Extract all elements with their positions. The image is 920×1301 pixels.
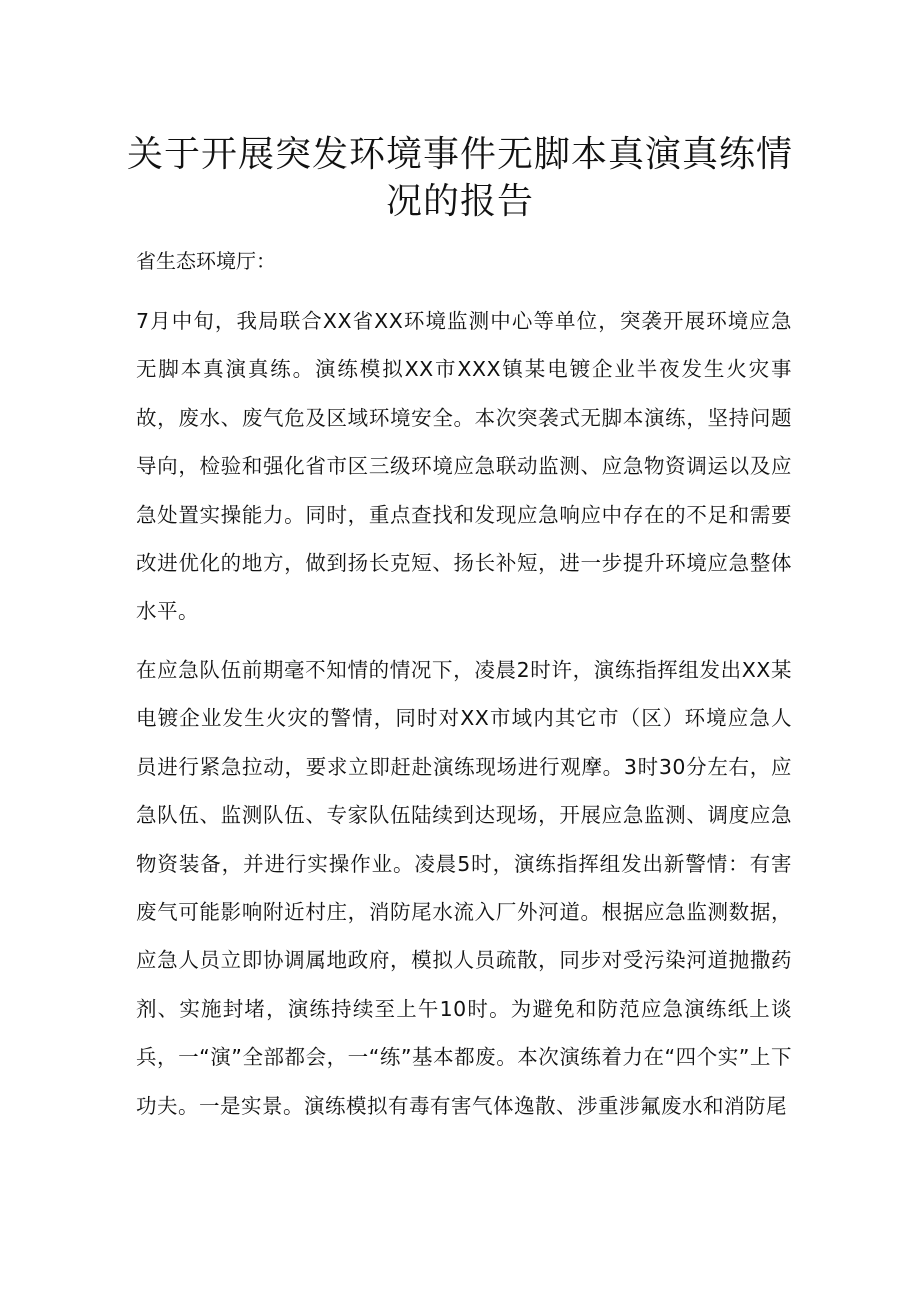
paragraph-1: 7月中旬，我局联合XX省XX环境监测中心等单位，突袭开展环境应急无脚本真演真练。演练模拟XX市XXX镇某电镀企业半夜发生火灾事故，废水、废气危及区域环境安全。本次突袭式无脚本演练，坚持问题导向，检验和强化省市区三级环境应急联动监测、应急物资调运以及应急处置实操能力。同时，重点查找和发现应急响应中存在的不足和需要改进优化的地方，做到扬长克短、扬长补短，进一步提升环境应急整体水平。 (136, 309, 792, 624)
paragraph-2: 在应急队伍前期毫不知情的情况下，凌晨2时许，演练指挥组发出XX某电镀企业发生火灾的警情，同时对XX市域内其它市（区）环境应急人员进行紧急拉动，要求立即赶赴演练现场进行观摩。3时30分左右，应急队伍、监测队伍、专家队伍陆续到达现场，开展应急监测、调度应急物资装备，并进行实操作业。凌晨5时，演练指挥组发出新警情：有害废气可能影响附近村庄，消防尾水流入厂外河道。根据应急监测数据，应急人员立即协调属地政府，模拟人员疏散，同步对受污染河道抛撒药剂、实施封堵，演练持续至上午10时。为避免和防范应急演练纸上谈兵，一“演”全部都会，一“练”基本都废。本次演练着力在“四个实”上下功夫。一是实景。演练模拟有毒有害气体逸散、涉重涉氟废水和消防尾 (136, 658, 792, 1118)
salutation: 省生态环境厅： (136, 249, 276, 273)
document-title: 关于开展突发环境事件无脚本真演真练情况的报告 (126, 134, 793, 222)
